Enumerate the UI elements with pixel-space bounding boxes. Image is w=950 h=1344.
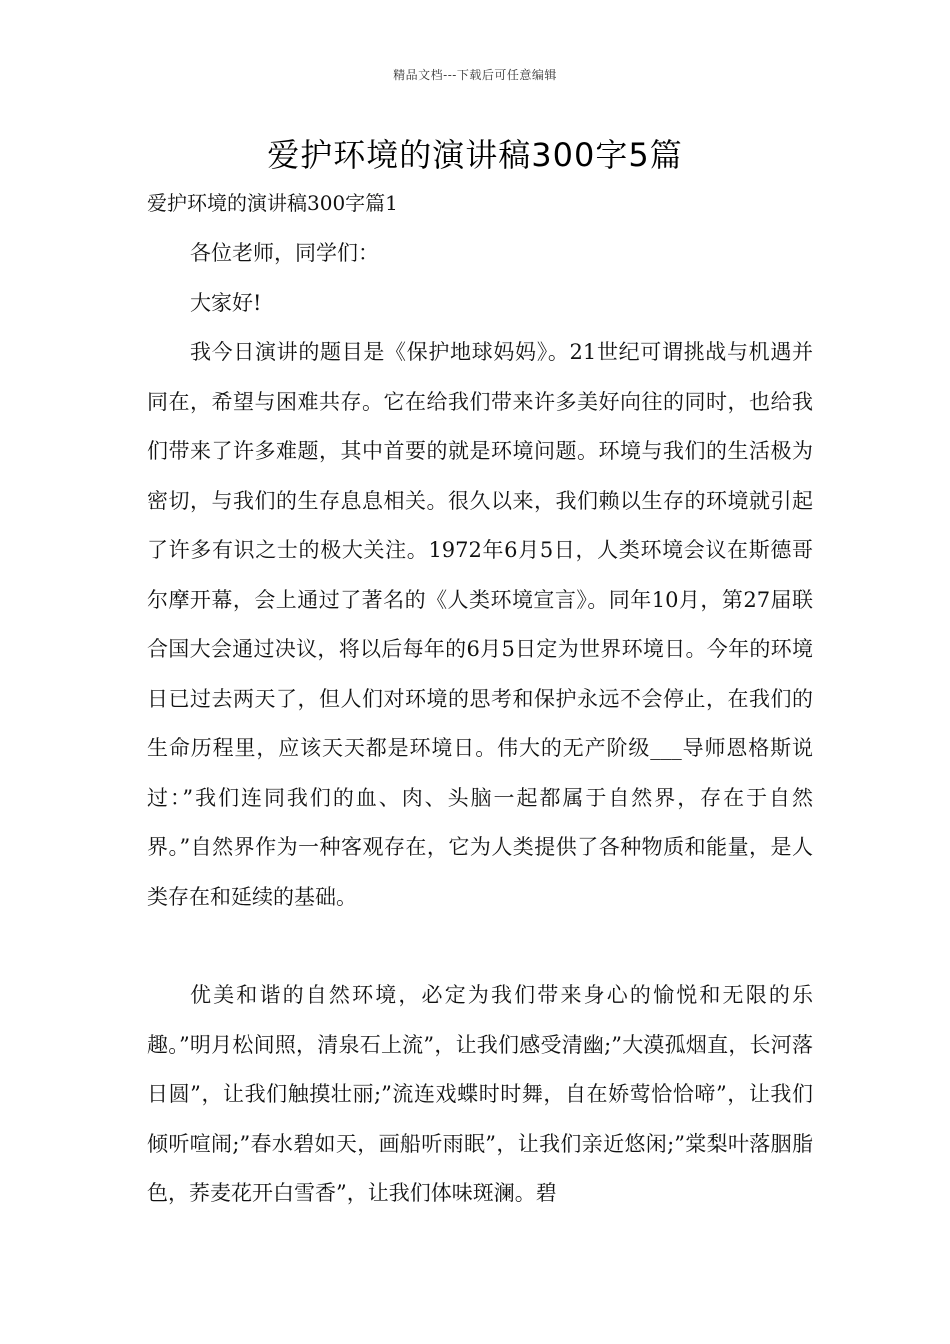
section-heading: 爱护环境的演讲稿300字篇1	[147, 191, 398, 215]
header-note: 精品文档---下载后可任意编辑	[393, 68, 557, 82]
paragraph-greeting: 各位老师，同学们：	[190, 241, 379, 265]
paragraph-hello: 大家好!	[190, 291, 262, 315]
paragraph-second: 优美和谐的自然环境，必定为我们带来身心的愉悦和无限的乐趣。”明月松间照，清泉石上流”，让我们感受清幽;”大漠孤烟直，长河落日圆”，让我们触摸壮丽;”流连戏蝶时时舞，自在娇莺恰恰啼”，让我们倾听喧闹;”春水碧如天，画船听雨眠”，让我们亲近悠闲;”棠梨叶落胭脂色，荞麦花开白雪香”，让我们体味斑澜。碧	[147, 983, 813, 1205]
paragraph-main: 我今日演讲的题目是《保护地球妈妈》。21世纪可谓挑战与机遇并同在，希望与困难共存。它在给我们带来许多美好向往的同时，也给我们带来了许多难题，其中首要的就是环境问题。环境与我们的生活极为密切，与我们的生存息息相关。很久以来，我们赖以生存的环境就引起了许多有识之士的极大关注。1972年6月5日，人类环境会议在斯德哥尔摩开幕，会上通过了著名的《人类环境宣言》。同年10月，第27届联合国大会通过决议，将以后每年的6月5日定为世界环境日。今年的环境日已过去两天了，但人们对环境的思考和保护永远不会停止，在我们的生命历程里，应该天天都是环境日。伟大的无产阶级___导师恩格斯说过：”我们连同我们的血、肉、头脑一起都属于自然界，存在于自然界。”自然界作为一种客观存在，它为人类提供了各种物质和能量，是人类存在和延续的基础。	[147, 340, 813, 909]
document-title: 爱护环境的演讲稿300字5篇	[267, 136, 683, 174]
